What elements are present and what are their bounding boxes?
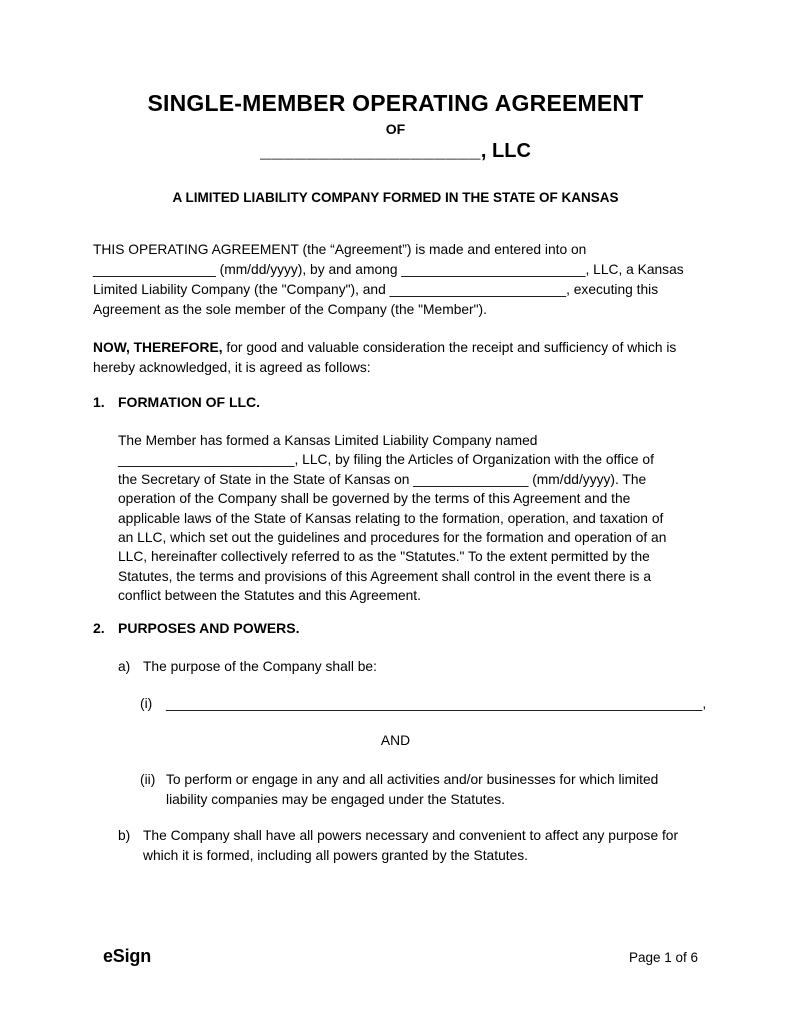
document-title: SINGLE-MEMBER OPERATING AGREEMENT (147, 90, 644, 116)
section-1-line-5: applicable laws of the State of Kansas relating to the formation, operation, and taxation of (118, 510, 664, 526)
item-a-text: The purpose of the Company shall be: (143, 659, 377, 674)
company-name-blank: ___________________ (260, 140, 481, 162)
intro-line-1: THIS OPERATING AGREEMENT (the “Agreement”) is made and entered into on (93, 242, 587, 257)
page-footer (103, 946, 698, 967)
document-subtitle: A LIMITED LIABILITY COMPANY FORMED IN THE STATE OF KANSAS (172, 190, 619, 205)
therefore-lead: NOW, THEREFORE, (93, 340, 223, 355)
intro-line-3: Limited Liability Company (the "Company"), and _______________________, executing this (93, 282, 659, 297)
item-b-label: b) (118, 828, 131, 843)
section-1-title: FORMATION OF LLC. (118, 394, 261, 410)
company-name-line (93, 140, 698, 163)
document-header (93, 90, 698, 206)
section-1-line-3: the Secretary of State in the State of Kansas on _______________ (mm/dd/yyyy). The (118, 471, 647, 487)
section-2-heading (93, 620, 300, 637)
section-1-line-7: LLC, hereinafter collectively referred to as the "Statutes." To the extent permitted by the (118, 549, 650, 565)
section-2-number: 2. (93, 620, 105, 636)
item-i-label: (i) (140, 696, 153, 711)
item-ii-text: To perform or engage in any and all activities and/or businesses for which limited liability companies may be engaged under the Statutes. (166, 772, 659, 807)
item-ii-label: (ii) (140, 772, 156, 787)
section-1-line-1: The Member has formed a Kansas Limited Liability Company named (118, 433, 538, 448)
company-name-suffix: , LLC (480, 140, 531, 162)
item-i-line (166, 694, 706, 714)
section-1-line-6: an LLC, which set out the guidelines and procedures for the formation and operation of an (118, 530, 667, 546)
page-indicator: Page 1 of 6 (628, 950, 698, 965)
section-1-line-2: _______________________, LLC, by filing the Articles of Organization with the office of (118, 452, 654, 468)
item-ii (140, 770, 698, 810)
intro-line-2: ________________ (mm/dd/yyyy), by and among ________________________, LLC, a Kansas (93, 262, 684, 277)
and-connector: AND (380, 733, 411, 748)
section-1-line-8: Statutes, the terms and provisions of this Agreement shall control in the event there is a (118, 568, 651, 584)
item-a-label: a) (118, 659, 131, 674)
section-1-number: 1. (93, 394, 105, 410)
item-i (140, 694, 707, 714)
item-a (118, 657, 698, 677)
intro-line-4: Agreement as the sole member of the Company (the "Member"). (93, 302, 487, 317)
section-1-line-4: operation of the Company shall be governed by the terms of this Agreement and the (118, 491, 631, 507)
section-1-heading (93, 394, 260, 411)
therefore-rest: for good and valuable consideration the receipt and sufficiency of which is hereby acknowledged, it is agreed as follows: (93, 340, 677, 375)
document-title-of: OF (385, 121, 406, 137)
esign-logo: eSign (103, 946, 152, 966)
therefore-paragraph (93, 338, 698, 378)
intro-paragraph (93, 240, 684, 320)
purpose-fill-in-blank: _____________________________________________________________________ (166, 696, 703, 711)
section-1-line-9: conflict between the Statutes and this Agreement. (118, 588, 421, 604)
section-2-title: PURPOSES AND POWERS. (118, 620, 300, 636)
item-i-suffix: , (702, 696, 707, 711)
item-b (118, 826, 698, 866)
section-1-body (118, 431, 703, 606)
item-b-text: The Company shall have all powers necessary and convenient to affect any purpose for which it is formed, including all powers granted by the Statutes. (143, 828, 679, 863)
